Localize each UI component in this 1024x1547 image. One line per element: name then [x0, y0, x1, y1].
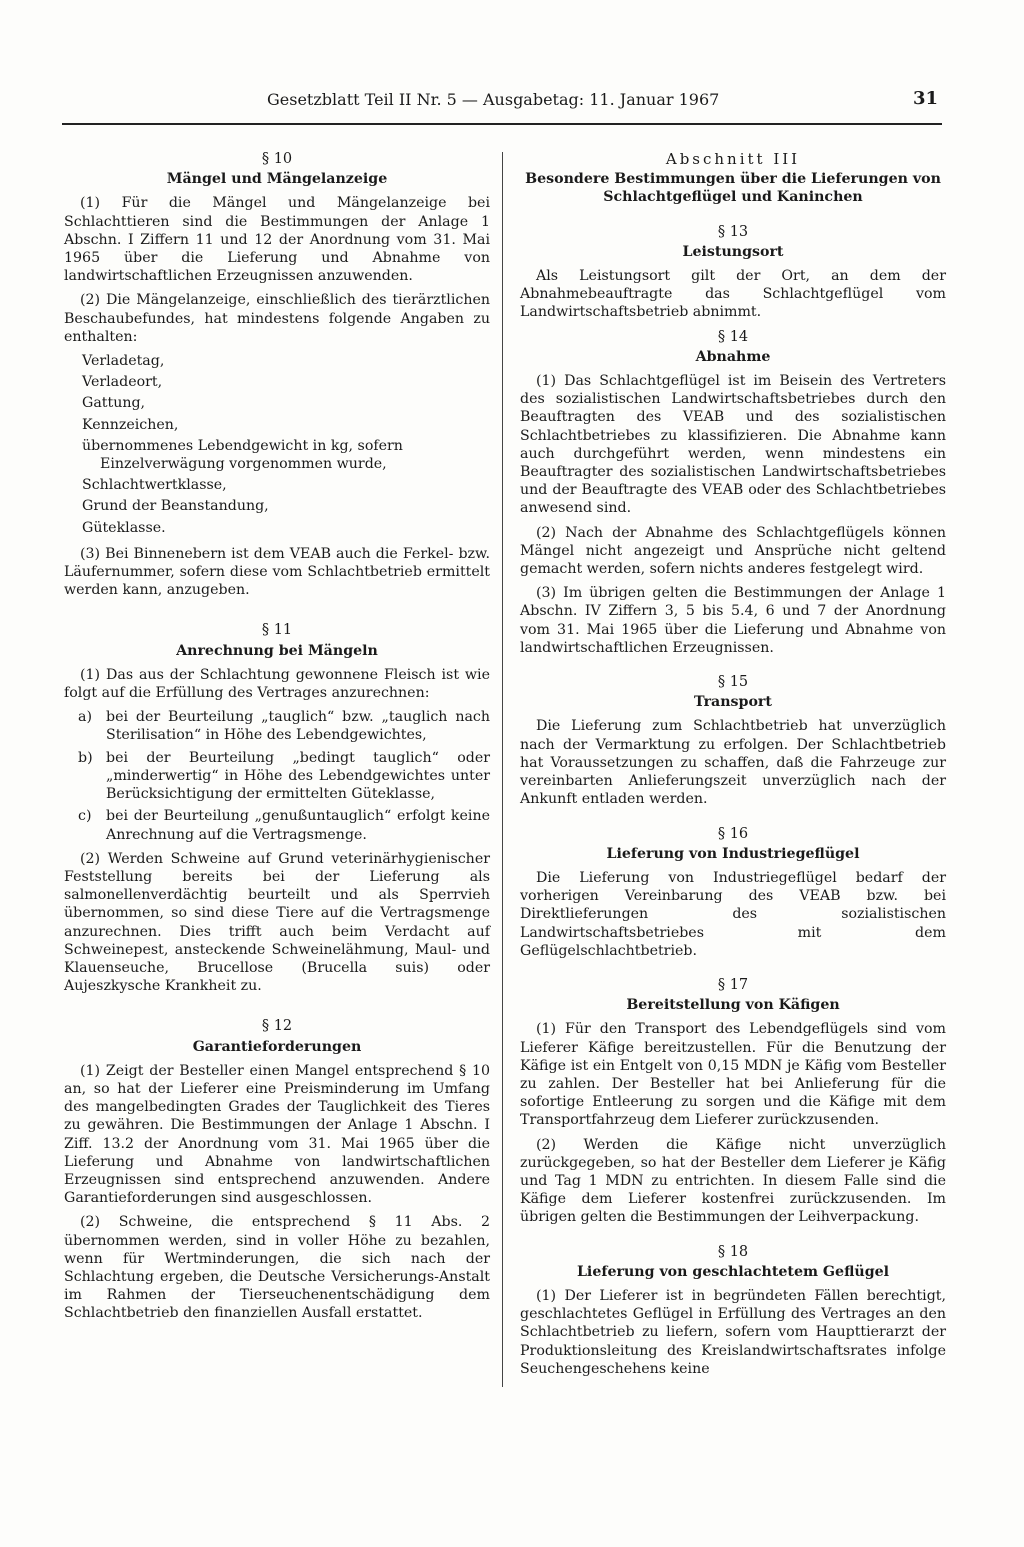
list-text: bei der Beurteilung „genußuntauglich“ erfolgt keine Anrechnung auf die Vertragsmenge.: [106, 808, 490, 843]
list-label: b): [78, 749, 93, 766]
left-column: [64, 150, 490, 1329]
s17-para-1: (1) Für den Transport des Lebendgeflügels sind vom Lieferer Käfige bereitzustellen. Für die Benutzung der Käfige ist ein Entgelt von 0,15 MDN je Käfig vom Besteller zu zahlen. Der Besteller hat bei Anlieferung für die sofortige Entleerung zu sorgen und die Käfige mit dem Transportfahrzeug dem Lieferer zurückzusenden.: [520, 1021, 946, 1129]
page-header: [62, 88, 942, 114]
section-number-18: § 18: [717, 1243, 749, 1260]
s10-para-3: (3) Bei Binnenebern ist dem VEAB auch die Ferkel- bzw. Läufernummer, sofern diese vom Schlachtbetrieb ermittelt werden kann, anzugeben.: [64, 545, 490, 599]
list-text: bei der Beurteilung „bedingt tauglich“ oder „minderwertig“ in Höhe des Lebendgewichtes unter Berücksichtigung der ermittelten Güteklasse,: [106, 749, 490, 803]
section-title-17: Bereitstellung von Käfigen: [626, 997, 840, 1014]
section-number-17: § 17: [717, 976, 749, 993]
abschnitt-title: Besondere Bestimmungen über die Lieferungen von Schlachtgeflügel und Kaninchen: [525, 171, 941, 206]
s10-list: [64, 352, 490, 537]
s14-para-2: (2) Nach der Abnahme des Schlachtgeflügels können Mängel nicht angezeigt und Ansprüche nicht geltend gemacht werden, sofern nichts anderes festgelegt wird.: [520, 524, 946, 578]
s12-para-1: (1) Zeigt der Besteller einen Mangel entsprechend § 10 an, so hat der Lieferer eine Preisminderung im Umfang des mangelbedingten Grades der Tauglichkeit des Tieres zu gewähren. Die Bestimmungen der Anlage 1 Abschn. I Ziff. 13.2 der Anordnung vom 31. Mai 1965 über die Lieferung und Abnahme von landwirtschaftlichen Erzeugnissen sind entsprechend anzuwenden. Andere Garantieforderungen sind ausgeschlossen.: [64, 1062, 490, 1207]
s11-para-1: (1) Das aus der Schlachtung gewonnene Fleisch ist wie folgt auf die Erfüllung des Vertrages anzurechnen:: [64, 666, 490, 702]
section-number-15: § 15: [717, 674, 749, 691]
s12-para-2: (2) Schweine, die entsprechend § 11 Abs. 2 übernommen werden, sind in voller Höhe zu bezahlen, wenn für Wertminderungen, die sich nach der Schlachtung ergeben, die Deutsche Versicherungs-Anstalt im Rahmen der Tierseuchenentschädigung dem Schlachtbetrieb den finanziellen Ausfall erstattet.: [64, 1214, 490, 1322]
page-number: 31: [912, 88, 938, 109]
section-number-13: § 13: [717, 223, 749, 240]
list-item: Verladeort,: [82, 374, 163, 391]
list-item: Schlachtwertklasse,: [82, 477, 227, 494]
section-title-13: Leistungsort: [682, 243, 784, 260]
s11-para-2: (2) Werden Schweine auf Grund veterinärhygienischer Feststellung bereits bei der Lieferung als salmonellenverdächtig beurteilt und als Sperrvieh übernommen, so sind diese Tiere auf die Vertragsmenge anzurechnen. Dies trifft auch beim Verdacht auf Schweinepest, ansteckende Schweinelähmung, Maul- und Klauenseuche, Brucellose (Brucella suis) oder Aujeszkysche Krankheit zu.: [64, 850, 490, 995]
section-title-12: Garantieforderungen: [192, 1038, 362, 1055]
list-item: Verladetag,: [82, 353, 165, 370]
s10-para-2: (2) Die Mängelanzeige, einschließlich des tierärztlichen Beschaubefundes, hat mindestens folgende Angaben zu enthalten:: [64, 292, 490, 345]
s17-para-2: (2) Werden die Käfige nicht unverzüglich zurückgegeben, so hat der Besteller dem Lieferer je Käfig und Tag 1 MDN zu entrichten. In diesem Falle sind die Käfige dem Lieferer kostenfrei zurückzusenden. Im übrigen gelten die Bestimmungen der Leihverpackung.: [520, 1136, 946, 1226]
section-title-10: Mängel und Mängelanzeige: [166, 171, 388, 188]
list-item: Gattung,: [82, 395, 146, 412]
section-number-11: § 11: [261, 622, 293, 639]
list-text: bei der Beurteilung „tauglich“ bzw. „tauglich nach Sterilisation“ in Höhe des Lebendgewichtes,: [106, 709, 490, 744]
section-number-14: § 14: [717, 328, 749, 345]
list-item: übernommenes Lebendgewicht in kg, sofern Einzelverwägung vorgenommen wurde,: [82, 437, 403, 473]
s11-list: [64, 708, 490, 843]
right-column: [520, 150, 946, 1384]
header-title: Gesetzblatt Teil II Nr. 5 — Ausgabetag: 11. Januar 1967: [267, 90, 720, 109]
section-number-12: § 12: [261, 1018, 293, 1035]
s15-para-1: Die Lieferung zum Schlachtbetrieb hat unverzüglich nach der Vermarktung zu erfolgen. Der Schlachtbetrieb hat Voraussetzungen zu schaffen, daß die Fahrzeuge zur vereinbarten Anlieferungszeit unverzüglich nach der Ankunft entladen werden.: [520, 718, 946, 808]
abschnitt-heading: Abschnitt III: [665, 150, 801, 168]
section-title-18: Lieferung von geschlachtetem Geflügel: [576, 1263, 890, 1280]
section-number-10: § 10: [261, 151, 293, 167]
list-item: [64, 708, 490, 744]
list-item: [64, 749, 490, 804]
section-title-14: Abnahme: [695, 348, 771, 365]
header-rule: [62, 123, 942, 125]
section-title-16: Lieferung von Industriegeflügel: [606, 845, 860, 862]
s18-para-1: (1) Der Lieferer ist in begründeten Fällen berechtigt, geschlachtetes Geflügel in Erfüllung des Vertrages an den Schlachtbetrieb zu liefern, sofern vom Haupttierarzt der Produktionsleitung des Kreislandwirtschaftsrates infolge Seuchengeschehens keine: [520, 1287, 946, 1377]
s13-para-1: Als Leistungsort gilt der Ort, an dem der Abnahmebeauftragte das Schlachtgeflügel vom Landwirtschaftsbetrieb abnimmt.: [520, 268, 946, 321]
list-item: Güteklasse.: [82, 519, 166, 536]
section-number-16: § 16: [717, 825, 749, 842]
list-item: [64, 807, 490, 843]
list-item: Kennzeichen,: [82, 416, 179, 433]
s14-para-3: (3) Im übrigen gelten die Bestimmungen der Anlage 1 Abschn. IV Ziffern 3, 5 bis 5.4, 6 und 7 der Anordnung vom 31. Mai 1965 über die Lieferung und Abnahme von landwirtschaftlichen Erzeugnissen.: [520, 585, 946, 656]
list-item: Grund der Beanstandung,: [82, 498, 269, 515]
section-title-11: Anrechnung bei Mängeln: [176, 642, 378, 659]
s16-para-1: Die Lieferung von Industriegeflügel bedarf der vorherigen Vereinbarung des VEAB bzw. bei Direktlieferungen des sozialistischen Landwirtschaftsbetriebes mit dem Geflügelschlachtbetrieb.: [520, 869, 946, 959]
column-divider: [502, 152, 503, 1387]
list-label: a): [78, 709, 92, 726]
s10-para-1: (1) Für die Mängel und Mängelanzeige bei Schlachttieren sind die Bestimmungen der Anlage 1 Abschn. I Ziffern 11 und 12 der Anordnung vom 31. Mai 1965 über die Lieferung und Abnahme von landwirtschaftlichen Erzeugnissen anzuwenden.: [64, 195, 490, 285]
list-label: c): [78, 808, 92, 825]
section-title-15: Transport: [694, 694, 772, 711]
s14-para-1: (1) Das Schlachtgeflügel ist im Beisein des Vertreters des sozialistischen Landwirtschaftsbetriebes durch den Beauftragten des VEAB und des sozialistischen Schlachtbetriebes zu klassifizieren. Die Abnahme kann auch durchgeführt werden, wenn mindestens ein Beauftragter des sozialistischen Landwirtschaftsbetriebes und der Beauftragte des VEAB oder des Schlachtbetriebes anwesend sind.: [520, 373, 946, 517]
